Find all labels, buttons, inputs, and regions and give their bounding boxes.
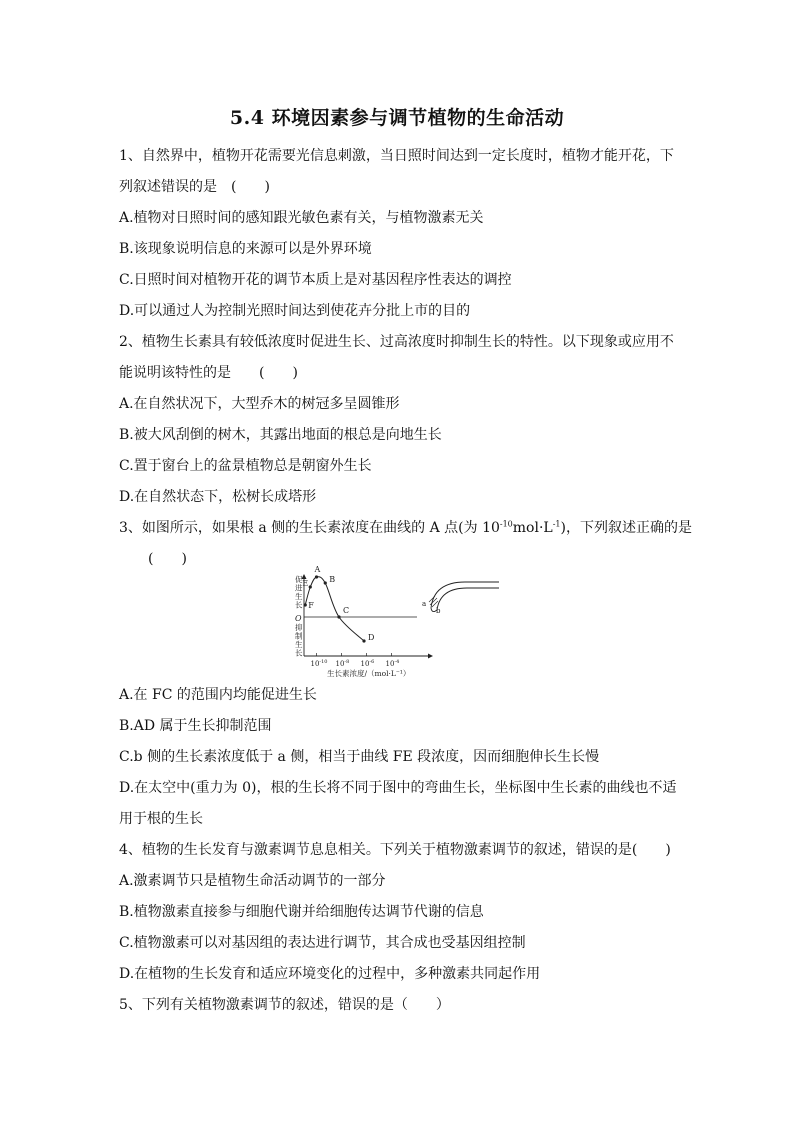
q2-option-d: D.在自然状态下，松树长成塔形 bbox=[119, 489, 317, 505]
point-label-b: B bbox=[329, 575, 336, 584]
curve-points bbox=[302, 565, 374, 643]
q3-stem-exp1: -10 bbox=[499, 519, 513, 529]
q4-option-d: D.在植物的生长发育和适应环境变化的过程中，多种激素共同起作用 bbox=[119, 966, 541, 982]
document-title: 5.4 环境因素参与调节植物的生命活动 bbox=[229, 107, 565, 129]
x-tick-label-1: $10^{-8}$ bbox=[335, 659, 350, 668]
ylab-top-char-3: 长 bbox=[295, 600, 303, 610]
q1-stem-line2: 列叙述错误的是 ( ) bbox=[119, 179, 270, 195]
q1-option-b: B.该现象说明信息的来源可以是外界环境 bbox=[119, 241, 372, 257]
root-label-b: b bbox=[436, 607, 441, 615]
q3-stem-post: )，下列叙述正确的是 bbox=[560, 520, 692, 536]
point-label-e: E bbox=[302, 579, 309, 588]
root-outer-edge bbox=[431, 582, 499, 608]
root-label-a: a bbox=[422, 600, 427, 608]
q3-option-c: C.b 侧的生长素浓度低于 a 侧，相当于曲线 FE 段浓度，因而细胞伸长生长慢 bbox=[119, 749, 600, 765]
q2-stem-line1: 2、植物生长素具有较低浓度时促进生长、过高浓度时抑制生长的特性。以下现象或应用不 bbox=[119, 334, 674, 350]
q4-option-c: C.植物激素可以对基因组的表达进行调节，其合成也受基因组控制 bbox=[119, 935, 526, 951]
q2-option-a: A.在自然状况下，大型乔木的树冠多呈圆锥形 bbox=[119, 396, 400, 412]
root-diagram bbox=[422, 582, 499, 615]
x-tick-label-2: $10^{-6}$ bbox=[360, 659, 375, 668]
point-b bbox=[324, 581, 327, 584]
q3-stem-line2: ( ) bbox=[148, 551, 187, 567]
q3-stem-exp2: -1 bbox=[552, 519, 561, 529]
q2-option-c: C.置于窗台上的盆景植物总是朝窗外生长 bbox=[119, 458, 372, 474]
x-tick-label-3: $10^{-4}$ bbox=[385, 659, 400, 668]
point-label-d: D bbox=[368, 633, 375, 642]
x-axis-arrow bbox=[428, 654, 433, 659]
q2-option-b: B.被大风刮倒的树木，其露出地面的根总是向地生长 bbox=[119, 427, 442, 443]
root-inner-edge bbox=[437, 588, 499, 610]
ylab-top-char-1: 进 bbox=[295, 583, 303, 593]
q5-stem: 5、下列有关植物激素调节的叙述，错误的是（ ） bbox=[119, 997, 450, 1013]
q2-stem-line2: 能说明该特性的是 ( ) bbox=[119, 365, 298, 381]
ylab-bottom-char-0: 抑 bbox=[295, 623, 303, 632]
q3-option-b: B.AD 属于生长抑制范围 bbox=[119, 718, 272, 734]
point-d bbox=[362, 639, 365, 642]
q3-figure bbox=[293, 565, 503, 682]
q1-option-c: C.日照时间对植物开花的调节本质上是对基因程序性表达的调控 bbox=[119, 272, 512, 288]
q3-stem-pre: 3、如图所示，如果根 a 侧的生长素浓度在曲线的 A 点(为 10 bbox=[119, 520, 500, 536]
point-e bbox=[309, 585, 312, 588]
point-a bbox=[315, 575, 318, 578]
point-label-f: F bbox=[308, 601, 314, 610]
ylab-bottom-char-2: 生 bbox=[295, 640, 303, 649]
x-axis-label: 生长素浓度/（mol·L⁻¹） bbox=[327, 669, 411, 678]
q3-option-a: A.在 FC 的范围内均能促进生长 bbox=[119, 687, 317, 703]
ylab-top-char-0: 促 bbox=[295, 575, 303, 584]
q1-option-d: D.可以通过人为控制光照时间达到使花卉分批上市的目的 bbox=[119, 303, 471, 319]
q4-option-b: B.植物激素直接参与细胞代谢并给细胞传达调节代谢的信息 bbox=[119, 904, 484, 920]
x-tick-label-0: $10^{-10}$ bbox=[310, 659, 328, 668]
q1-stem-line1: 1、自然界中，植物开花需要光信息刺激，当日照时间达到一定长度时，植物才能开花，下 bbox=[119, 148, 674, 164]
origin-label: O bbox=[295, 614, 302, 623]
q3-option-d-line1: D.在太空中(重力为 0)，根的生长将不同于图中的弯曲生长，坐标图中生长素的曲线也不适 bbox=[119, 780, 677, 796]
point-c bbox=[337, 615, 340, 618]
ylab-top-char-2: 生 bbox=[295, 592, 303, 601]
q4-stem: 4、植物的生长发育与激素调节息息相关。下列关于植物激素调节的叙述，错误的是( ) bbox=[119, 842, 671, 858]
q1-option-a: A.植物对日照时间的感知跟光敏色素有关，与植物激素无关 bbox=[119, 210, 484, 226]
x-ticks bbox=[311, 653, 400, 668]
y-label-inhibit bbox=[295, 622, 303, 658]
q3-option-d-line2: 用于根的生长 bbox=[119, 811, 203, 827]
growth-curve bbox=[305, 577, 364, 641]
ylab-bottom-char-1: 制 bbox=[295, 631, 303, 641]
ylab-bottom-char-3: 长 bbox=[295, 648, 303, 658]
q3-figure-svg bbox=[293, 565, 503, 682]
q4-option-a: A.激素调节只是植物生命活动调节的一部分 bbox=[119, 873, 386, 889]
point-label-a: A bbox=[314, 565, 321, 574]
point-label-c: C bbox=[343, 606, 350, 615]
point-f bbox=[304, 603, 307, 606]
q3-stem-line1 bbox=[119, 519, 692, 537]
q3-stem-mid: mol·L bbox=[512, 520, 553, 536]
